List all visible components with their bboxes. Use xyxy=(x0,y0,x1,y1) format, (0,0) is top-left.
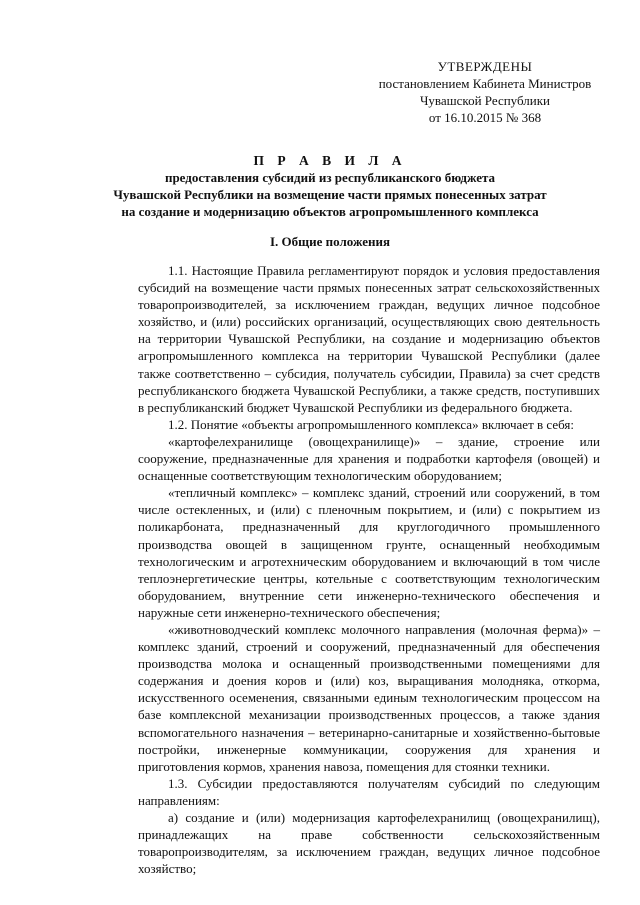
paragraph: 1.2. Понятие «объекты агропромышленного комплекса» включает в себя: xyxy=(168,416,574,432)
title-line-2: Чувашской Республики на возмещение части прямых понесенных затрат xyxy=(113,187,547,202)
paragraph: «тепличный комплекс» – комплекс зданий, строений или сооружений, в том числе остекленных, и (или) с пленочным покрытием, и (или) с покрытием из поликарбоната, предназначенный для круглогодичного промышленного производства овощей в защищенном грунте, оснащенный необходимым технологическим и агротехническим оборудованием и включающий в том числе теплоэнергетические центры, котельные с соответствующим технологическим оборудованием, внутренние сети инженерно-технического обеспечения и наружные сети инженерно-технического обеспечения; xyxy=(138,485,600,620)
paragraph: «картофелехранилище (овощехранилище)» – здание, строение или сооружение, предназначенные для хранения и подработки картофеля (овощей) и оснащенные соответствующим технологическим оборудованием; xyxy=(138,433,600,484)
paragraph: «животноводческий комплекс молочного направления (молочная ферма)» – комплекс зданий, строений и сооружений, предназначенный для обеспечения производства молока и оснащенный производственными помещениями для содержания и доения коров и (или) коз, выращивания молодняка, откорма, искусственного осеменения, связанными единым технологическим процессом на базе комплексной механизации производственных процессов, а также здания вспомогательного назначения – ветеринарно-санитарные и хозяйственно-бытовые постройки, инженерные коммуникации, сооружения для хранения и приготовления кормов, хранения навоза, помещения для стоянки техники. xyxy=(138,621,600,774)
approval-line-1: постановлением Кабинета Министров xyxy=(378,76,592,91)
title-line-1: предоставления субсидий из республиканского бюджета xyxy=(164,170,496,185)
document-type: П Р А В И Л А xyxy=(253,153,407,168)
document-body xyxy=(138,262,600,877)
paragraph: 1.3. Субсидии предоставляются получателям субсидий по следующим направлениям: xyxy=(138,775,600,808)
paragraph: а) создание и (или) модернизация картофелехранилищ (овощехранилищ), принадлежащих на праве собственности сельскохозяйственным товаропроизводителям, за исключением граждан, ведущих личное подсобное хозяйство; xyxy=(138,810,600,877)
approval-block xyxy=(360,58,610,126)
section-heading: I. Общие положения xyxy=(270,234,390,249)
document-title xyxy=(60,152,600,220)
paragraph: 1.1. Настоящие Правила регламентируют порядок и условия предоставления субсидий на возмещение части прямых понесенных затрат сельскохозяйственных товаропроизводителей, за исключением граждан, ведущих личное подсобное хозяйство, и (или) российских организаций, осуществляющих свою деятельность на территории Чувашской Республики, на создание и модернизацию объектов агропромышленного комплекса на территории Чувашской Республики (далее также соответственно – субсидия, получатель субсидии, Правила) за счет средств республиканского бюджета Чувашской Республики, а также средств, поступивших в республиканский бюджет Чувашской Республики из федерального бюджета. xyxy=(138,263,600,415)
approval-line-2: Чувашской Республики xyxy=(419,93,551,108)
title-line-3: на создание и модернизацию объектов агропромышленного комплекса xyxy=(121,204,539,219)
approval-line-3: от 16.10.2015 № 368 xyxy=(428,110,542,125)
approval-word: УТВЕРЖДЕНЫ xyxy=(437,59,533,74)
